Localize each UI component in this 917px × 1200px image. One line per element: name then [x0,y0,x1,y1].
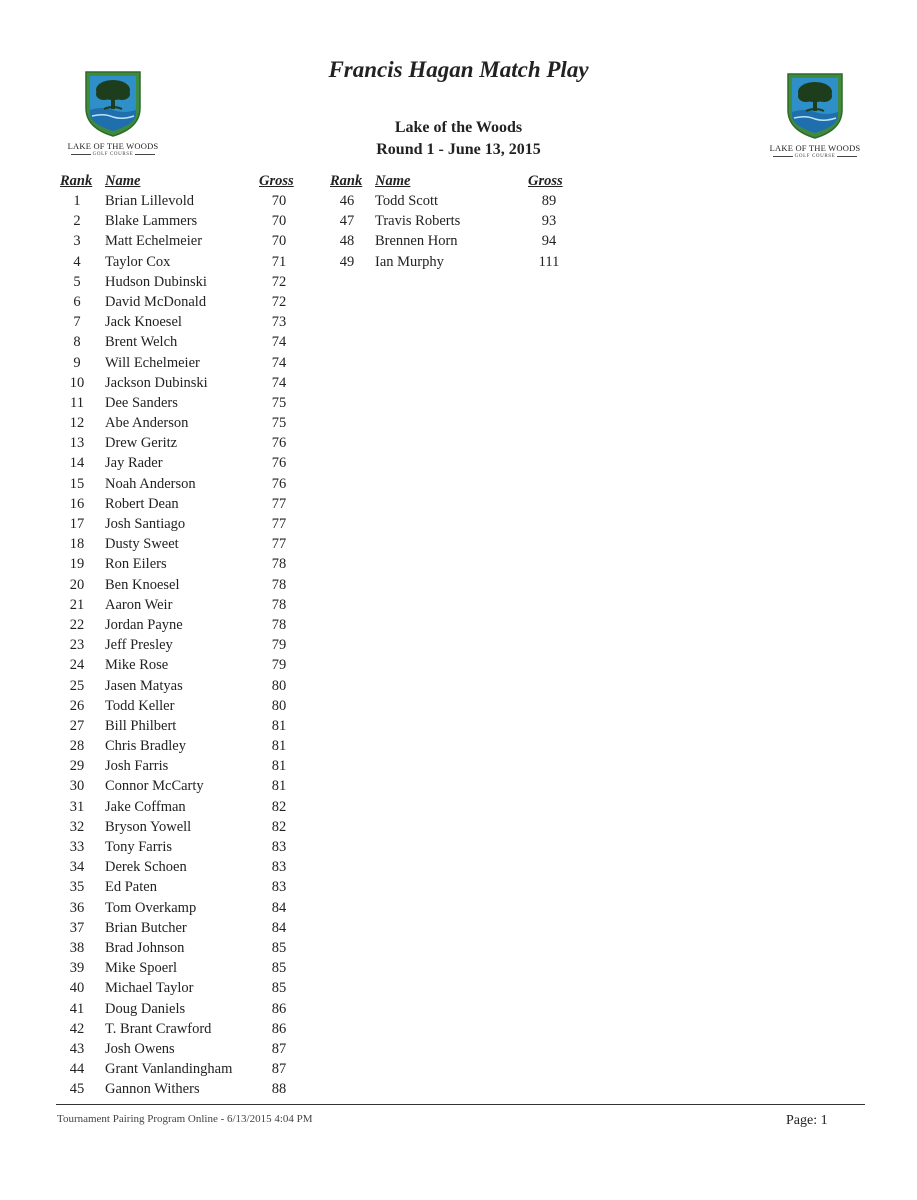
gross-score-cell: 83 [271,859,287,876]
rank-cell: 31 [69,798,85,815]
gross-score-cell: 94 [541,233,557,250]
player-name-cell: Robert Dean [105,495,179,512]
gross-score-cell: 71 [271,253,287,270]
rank-cell: 40 [69,980,85,997]
table-row [62,231,312,251]
rank-cell: 28 [69,738,85,755]
player-name-cell: Jackson Dubinski [105,374,208,391]
rank-cell: 19 [69,556,85,573]
player-name-cell: Jack Knoesel [105,314,182,331]
table-row [62,292,312,312]
gross-header-right: Gross [528,173,563,189]
player-name-cell: Gannon Withers [105,1081,200,1098]
player-name-cell: Jasen Matyas [105,677,183,694]
player-name-cell: Brian Lillevold [105,193,194,209]
gross-score-cell: 80 [271,677,287,694]
gross-score-cell: 81 [271,778,287,795]
gross-header-left: Gross [259,173,294,189]
table-row [62,595,312,615]
player-name-cell: Brennen Horn [375,233,458,250]
rank-cell: 29 [69,758,85,775]
table-row [62,1039,312,1059]
rank-cell: 7 [73,314,81,331]
gross-score-cell: 81 [271,717,287,734]
rank-cell: 41 [69,1000,85,1017]
table-row [62,958,312,978]
table-row [62,1019,312,1039]
player-name-cell: Dusty Sweet [105,536,179,553]
gross-score-cell: 85 [271,960,287,977]
gross-score-cell: 72 [271,293,287,310]
rank-cell: 48 [339,233,355,250]
table-row [62,575,312,595]
table-row [62,736,312,756]
player-name-cell: Matt Echelmeier [105,233,203,250]
gross-score-cell: 70 [271,193,287,209]
table-row [62,776,312,796]
logo-name: LAKE OF THE WOODS [67,141,159,151]
player-name-cell: Dee Sanders [105,394,178,411]
gross-score-cell: 85 [271,980,287,997]
rank-cell: 6 [73,293,81,310]
rank-cell: 30 [69,778,85,795]
table-row [332,231,582,251]
table-row [62,817,312,837]
player-name-cell: Noah Anderson [105,475,196,492]
table-row [62,837,312,857]
table-row [62,676,312,696]
round-date: Round 1 - June 13, 2015 [376,141,541,158]
gross-score-cell: 72 [271,273,287,290]
rank-cell: 12 [69,415,85,432]
table-row [62,877,312,897]
table-row [62,433,312,453]
gross-score-cell: 79 [271,637,287,654]
table-row [62,514,312,534]
rank-cell: 24 [69,657,85,674]
player-name-cell: Connor McCarty [105,778,204,795]
rank-cell: 37 [69,919,85,936]
player-name-cell: T. Brant Crawford [105,1020,212,1037]
rank-cell: 20 [69,576,85,593]
table-row [62,655,312,675]
rank-cell: 49 [339,253,355,270]
player-name-cell: Tony Farris [105,839,173,855]
table-row [332,191,582,211]
rank-cell: 42 [69,1020,85,1037]
player-name-cell: Todd Keller [105,697,175,714]
footer-divider [56,1104,865,1105]
table-row [62,615,312,635]
table-row [62,373,312,393]
rank-cell: 13 [69,435,85,452]
table-row [62,353,312,373]
rank-cell: 32 [69,818,85,835]
gross-score-cell: 74 [271,374,287,391]
table-row [62,1059,312,1079]
name-header-right: Name [375,173,411,189]
rank-cell: 4 [73,253,81,270]
rank-cell: 17 [69,516,85,532]
rank-cell: 33 [69,839,85,855]
rank-cell: 11 [70,394,84,411]
table-row [62,272,312,292]
rank-cell: 22 [69,616,85,633]
rank-cell: 10 [69,374,85,391]
rank-cell: 23 [69,637,85,654]
gross-score-cell: 80 [271,697,287,714]
player-name-cell: Derek Schoen [105,859,187,876]
player-name-cell: Brad Johnson [105,939,185,956]
gross-score-cell: 70 [271,213,287,230]
rank-header-right: Rank [330,173,363,189]
rank-cell: 44 [69,1061,85,1078]
player-name-cell: Jeff Presley [105,637,173,654]
table-row [62,534,312,554]
rank-cell: 46 [339,193,355,209]
gross-score-cell: 81 [271,738,287,755]
rank-cell: 16 [69,495,85,512]
player-name-cell: Mike Rose [105,657,169,674]
rank-cell: 26 [69,697,85,714]
player-name-cell: Brian Butcher [105,919,187,936]
player-name-cell: Tom Overkamp [105,899,197,916]
gross-score-cell: 89 [541,193,557,209]
gross-score-cell: 88 [271,1081,287,1098]
table-row [62,999,312,1019]
player-name-cell: Bryson Yowell [105,818,192,835]
player-name-cell: Taylor Cox [105,253,171,270]
rank-cell: 8 [73,334,81,351]
table-row [62,312,312,332]
player-name-cell: Ian Murphy [375,253,444,270]
table-row [62,898,312,918]
player-name-cell: Drew Geritz [105,435,178,452]
rank-header-left: Rank [60,173,93,189]
rank-cell: 34 [69,859,85,876]
gross-score-cell: 74 [271,334,287,351]
table-row [62,453,312,473]
gross-score-cell: 76 [271,475,287,492]
gross-score-cell: 81 [271,758,287,775]
player-name-cell: Michael Taylor [105,980,194,997]
player-name-cell: David McDonald [105,293,207,310]
gross-score-cell: 111 [538,253,560,270]
gross-score-cell: 84 [271,899,287,916]
table-row [62,494,312,514]
table-row [62,413,312,433]
table-row [332,252,582,272]
logo-name: LAKE OF THE WOODS [769,143,861,153]
gross-score-cell: 75 [271,394,287,411]
logo-subtitle: GOLF COURSE [63,152,163,157]
rank-cell: 43 [69,1040,85,1057]
rank-cell: 18 [69,536,85,553]
player-name-cell: Doug Daniels [105,1000,186,1017]
player-name-cell: Hudson Dubinski [105,273,207,290]
table-row [62,211,312,231]
table-row [62,252,312,272]
rank-cell: 9 [73,354,81,371]
rank-cell: 35 [69,879,85,896]
venue-name: Lake of the Woods [394,119,523,136]
player-name-cell: Mike Spoerl [105,960,178,977]
gross-score-cell: 82 [271,818,287,835]
gross-score-cell: 77 [271,516,287,532]
table-row [62,191,312,211]
gross-score-cell: 78 [271,576,287,593]
page-number: Page: 1 [786,1113,828,1128]
gross-score-cell: 76 [271,435,287,452]
rank-cell: 2 [73,213,81,230]
player-name-cell: Jake Coffman [105,798,186,815]
gross-score-cell: 87 [271,1040,287,1057]
table-row [62,716,312,736]
rank-cell: 15 [69,475,85,492]
gross-score-cell: 70 [271,233,287,250]
footer-program-info: Tournament Pairing Program Online - 6/13/2015 4:04 PM [57,1113,313,1125]
gross-score-cell: 85 [271,939,287,956]
gross-score-cell: 76 [271,455,287,472]
player-name-cell: Blake Lammers [105,213,198,230]
table-row [62,918,312,938]
table-row [332,211,582,231]
rank-cell: 39 [69,960,85,977]
table-row [62,474,312,494]
player-name-cell: Jay Rader [105,455,163,472]
rank-cell: 21 [69,596,85,613]
player-name-cell: Chris Bradley [105,738,186,755]
logo-subtitle: GOLF COURSE [765,154,865,159]
table-row [62,938,312,958]
gross-score-cell: 82 [271,798,287,815]
table-row [62,332,312,352]
table-row [62,696,312,716]
gross-score-cell: 73 [271,314,287,331]
rank-cell: 5 [73,273,81,290]
table-row [62,554,312,574]
rank-cell: 1 [73,193,81,209]
player-name-cell: Ed Paten [105,879,157,896]
rank-cell: 27 [69,717,85,734]
gross-score-cell: 84 [271,919,287,936]
player-name-cell: Travis Roberts [375,213,461,230]
results-list-right [332,191,582,272]
player-name-cell: Josh Owens [105,1040,175,1057]
gross-score-cell: 78 [271,616,287,633]
gross-score-cell: 86 [271,1020,287,1037]
rank-cell: 38 [69,939,85,956]
player-name-cell: Bill Philbert [105,717,177,734]
gross-score-cell: 75 [271,415,287,432]
player-name-cell: Aaron Weir [105,596,173,613]
player-name-cell: Todd Scott [375,193,439,209]
table-row [62,756,312,776]
table-row [62,1079,312,1099]
player-name-cell: Josh Farris [105,758,169,775]
gross-score-cell: 83 [271,839,287,855]
player-name-cell: Josh Santiago [105,516,186,532]
results-list-left [62,191,312,1099]
player-name-cell: Grant Vanlandingham [105,1061,233,1078]
gross-score-cell: 93 [541,213,557,230]
table-row [62,978,312,998]
gross-score-cell: 74 [271,354,287,371]
gross-score-cell: 77 [271,495,287,512]
gross-score-cell: 79 [271,657,287,674]
rank-cell: 47 [339,213,355,230]
player-name-cell: Will Echelmeier [105,354,200,371]
gross-score-cell: 77 [271,536,287,553]
player-name-cell: Ben Knoesel [105,576,180,593]
rank-cell: 36 [69,899,85,916]
table-row [62,393,312,413]
table-row [62,797,312,817]
player-name-cell: Abe Anderson [105,415,189,432]
table-row [62,857,312,877]
rank-cell: 45 [69,1081,85,1098]
player-name-cell: Ron Eilers [105,556,167,573]
rank-cell: 3 [73,233,81,250]
rank-cell: 14 [69,455,85,472]
tournament-title: Francis Hagan Match Play [328,57,589,82]
gross-score-cell: 78 [271,556,287,573]
gross-score-cell: 83 [271,879,287,896]
table-row [62,635,312,655]
player-name-cell: Jordan Payne [105,616,183,633]
gross-score-cell: 86 [271,1000,287,1017]
gross-score-cell: 87 [271,1061,287,1078]
gross-score-cell: 78 [271,596,287,613]
rank-cell: 25 [69,677,85,694]
name-header-left: Name [105,173,141,189]
player-name-cell: Brent Welch [105,334,178,351]
